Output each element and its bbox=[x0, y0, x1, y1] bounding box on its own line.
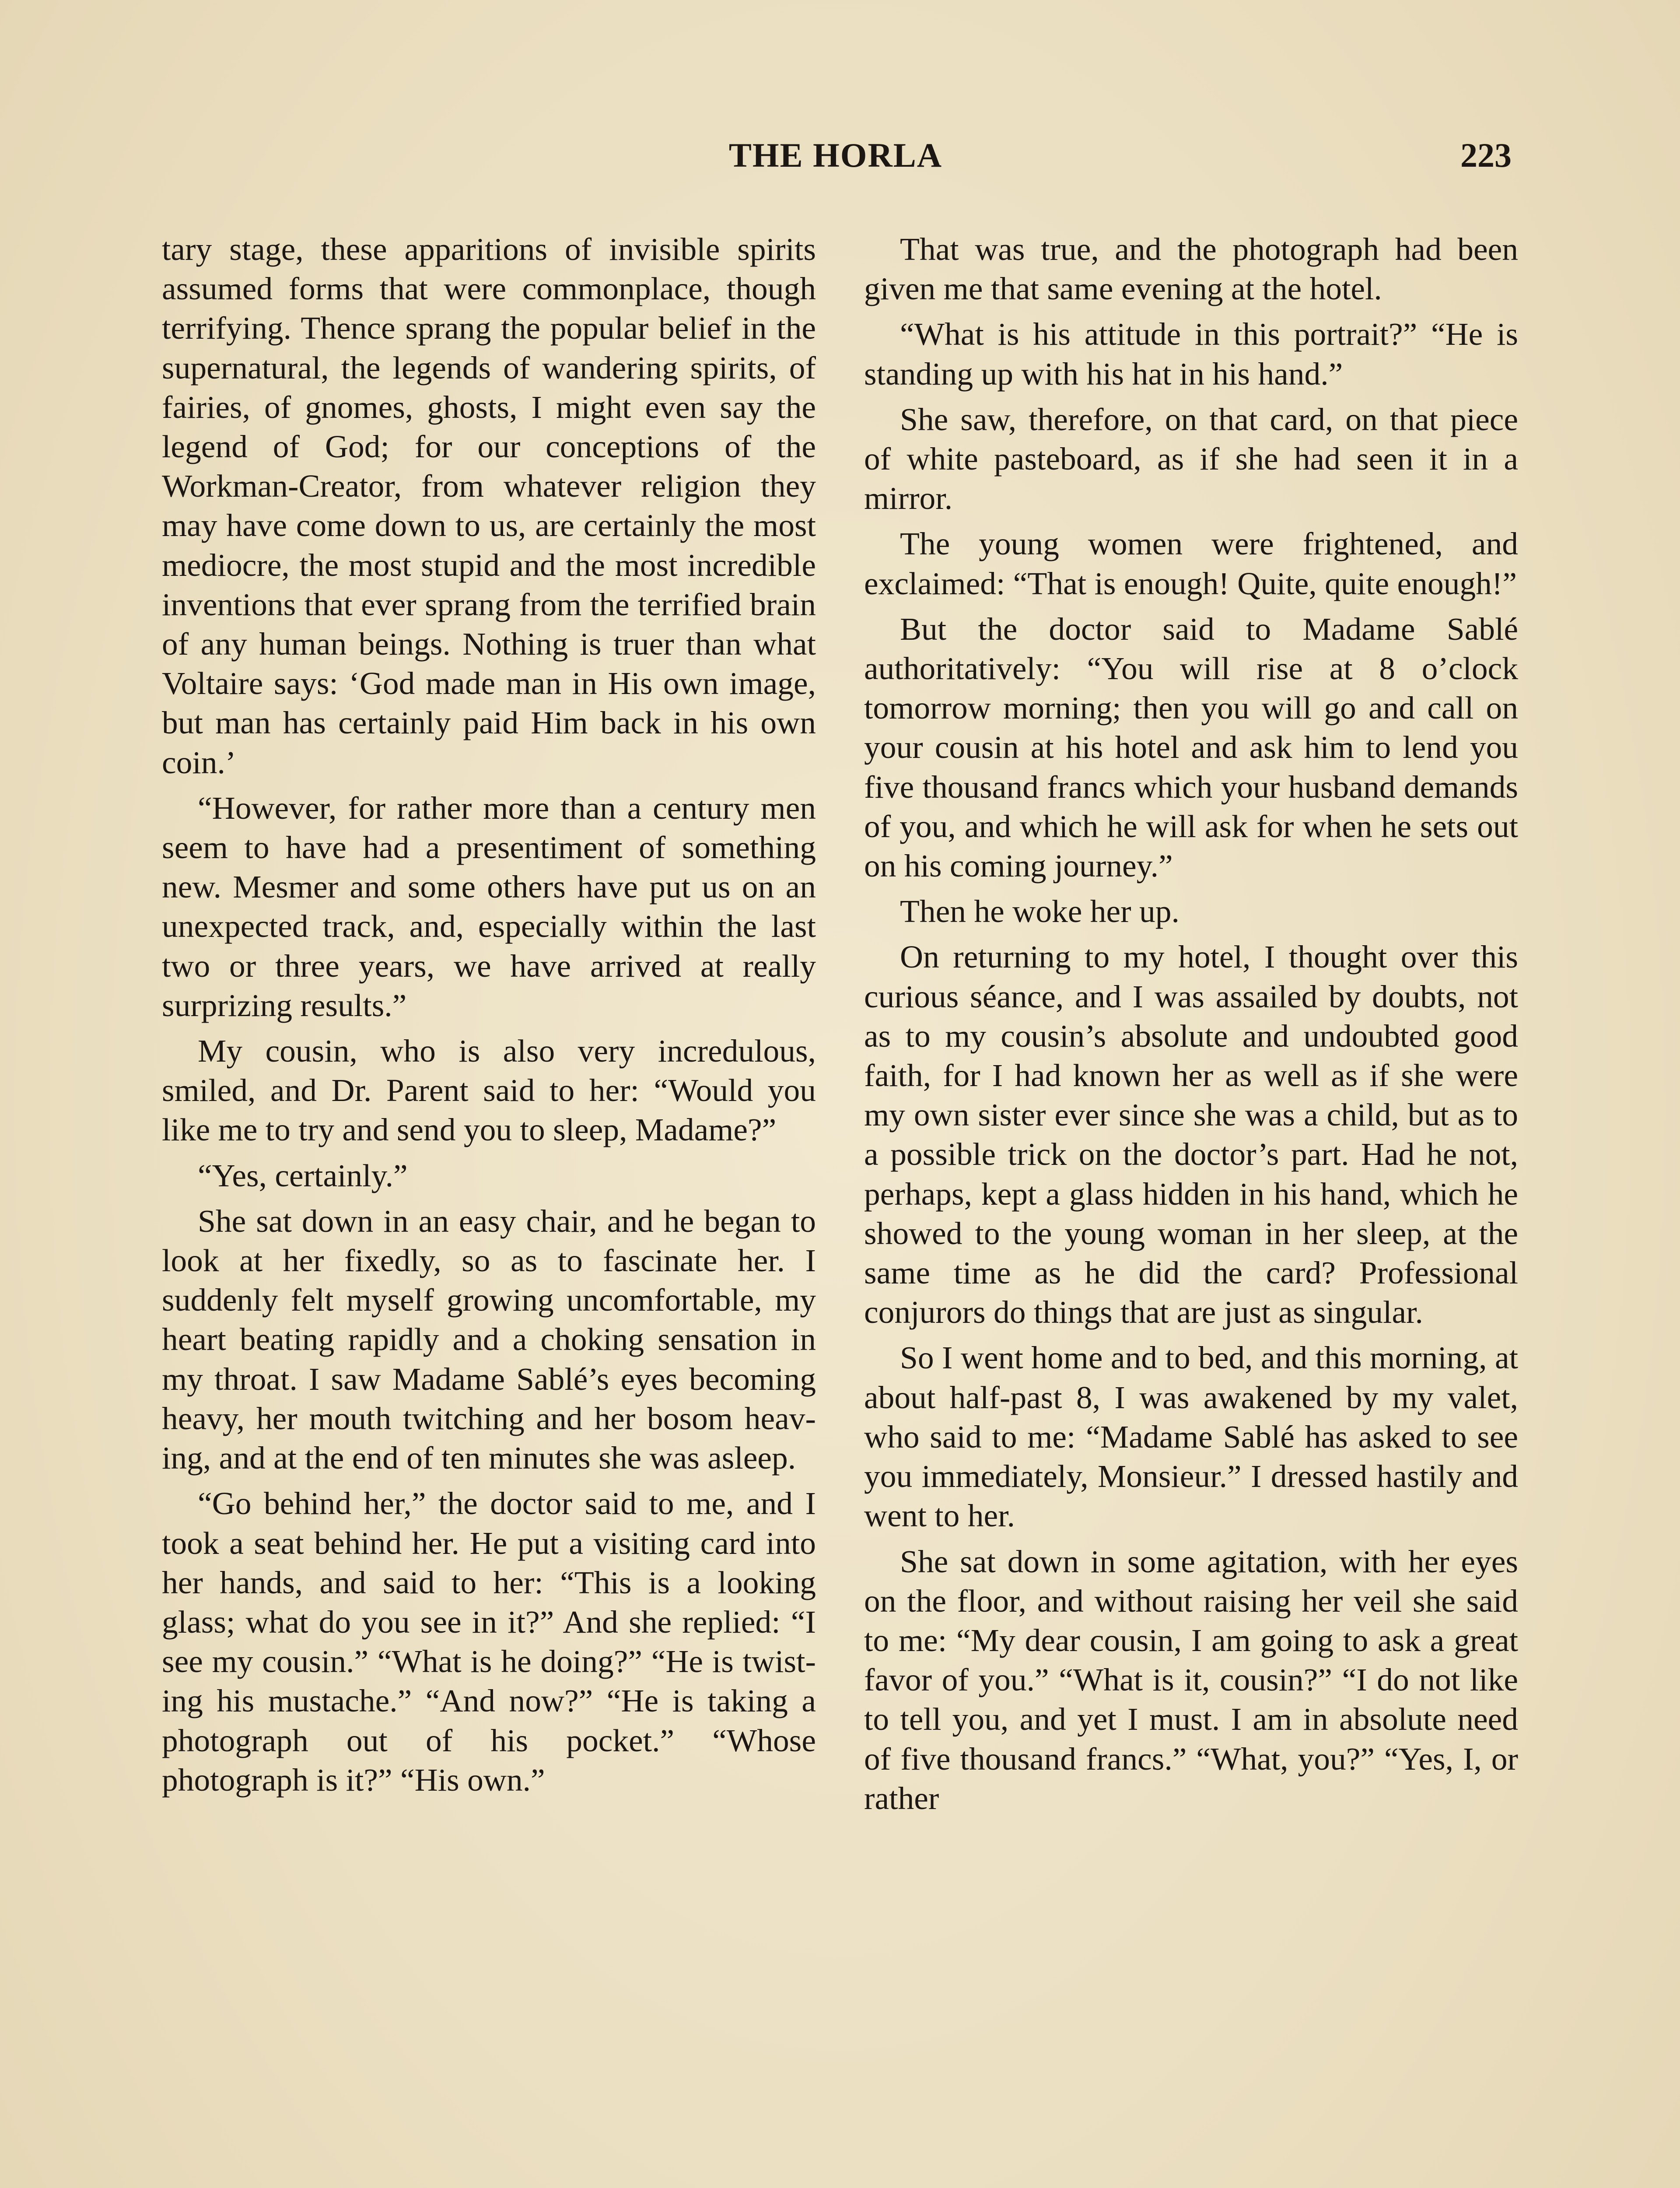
paragraph: “Yes, certainly.” bbox=[198, 1157, 408, 1193]
paragraph: “However, for rather more than a century men seem to have had a presentiment of something new. Mesmer and some others have put us on an unexpected track, and, especially within the last two or three years, we have arrived at really surprizing results.” bbox=[162, 790, 816, 1023]
left-column bbox=[162, 230, 816, 1806]
paragraph: She sat down in some agitation, with her eyes on the floor, and without raising her veil she said to me: “My dear cousin, I am going to ask a great favor of you.” “What is it, cousin?” “I do not like to tell you, and yet I must. I am in absolute need of five thousand francs.” “What, you?” “Yes, I, or rather bbox=[864, 1543, 1518, 1816]
paragraph: The young women were frightened, and exclaimed: “That is enough! Quite, quite enough!” bbox=[864, 526, 1518, 601]
paragraph: So I went home and to bed, and this morning, at about half-past 8, I was awakened by my valet, who said to me: “Madame Sablé has asked to see you immediately, Monsieur.” I dressed hastily and went to her. bbox=[864, 1340, 1518, 1534]
paragraph: On returning to my hotel, I thought over this curious séance, and I was assailed by doubts, not as to my cousin’s absolute and undoubted good faith, for I had known her as well as if she were my own sister ever since she was a child, but as to a possible trick on the doctor’s part. Had he not, perhaps, kept a glass hidden in his hand, which he showed to the young woman in her sleep, at the same time as he did the card? Professional conjurors do things that are just as singular. bbox=[864, 939, 1518, 1330]
page-number: 223 bbox=[1460, 136, 1512, 174]
paragraph: My cousin, who is also very incredulous, smiled, and Dr. Parent said to her: “Would you like me to try and send you to sleep, Madame?” bbox=[162, 1033, 816, 1148]
paragraph: She sat down in an easy chair, and he began to look at her fixedly, so as to fascinate her. I suddenly felt myself growing uncomfortable, my heart beating rapidly and a choking sensation in my throat. I saw Madame Sablé’s eyes becoming heavy, her mouth twitching and her bosom heaving, and at the end of ten minutes she was asleep. bbox=[162, 1203, 816, 1476]
paragraph: But the doctor said to Madame Sablé authoritatively: “You will rise at 8 o’clock tomorrow morning; then you will go and call on your cousin at his hotel and ask him to lend you five thousand francs which your husband demands of you, and which he will ask for when he sets out on his coming journey.” bbox=[864, 611, 1518, 884]
paragraph: She saw, therefore, on that card, on that piece of white pasteboard, as if she had seen it in a mirror. bbox=[864, 401, 1518, 516]
paragraph: “Go behind her,” the doctor said to me, and I took a seat behind her. He put a visiting card into her hands, and said to her: “This is a looking glass; what do you see in it?” And she replied: “I see my cousin.” “What is he doing?” “He is twisting his mustache.” “And now?” “He is taking a photograph out of his pocket.” “Whose photograph is it?” “His own.” bbox=[162, 1486, 816, 1798]
running-title: THE HORLA bbox=[728, 136, 943, 174]
paragraph: Then he woke her up. bbox=[900, 894, 1180, 929]
running-head bbox=[160, 136, 1512, 184]
paragraph: tary stage, these apparitions of invisible spirits assumed forms that were commonplace, though terrifying. Thence sprang the popular belief in the supernatural, the legends of wandering spirits, of fairies, of gnomes, ghosts, I might even say the legend of God; for our conceptions of the Workman-Creator, from whatever religion they may have come down to us, are certainly the most mediocre, the most stupid and the most incredible inventions that ever sprang from the terrified brain of any human beings. Nothing is truer than what Voltaire says: ‘God made man in His own image, but man has certainly paid Him back in his own coin.’ bbox=[162, 231, 816, 780]
paragraph: “What is his attitude in this portrait?” “He is standing up with his hat in his hand.” bbox=[864, 316, 1518, 392]
paragraph: That was true, and the photograph had been given me that same evening at the hotel. bbox=[864, 231, 1518, 307]
right-column bbox=[864, 230, 1518, 1824]
